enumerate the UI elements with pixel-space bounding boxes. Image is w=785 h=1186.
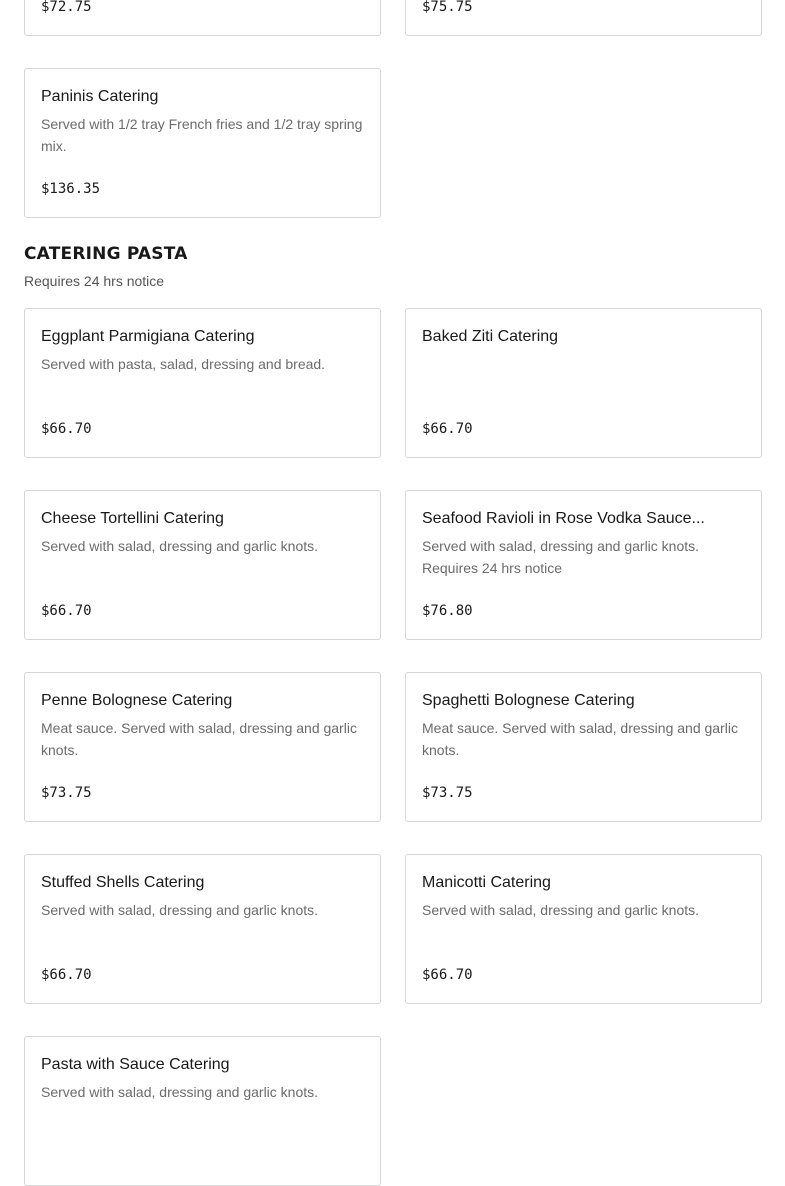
item-description: Served with pasta, salad, dressing and bread.: [41, 356, 326, 372]
item-description: Served with salad, dressing and garlic knots.: [41, 902, 319, 918]
item-description: Served with 1/2 tray French fries and 1/2 tray spring mix.: [41, 116, 363, 154]
menu-item-card[interactable]: [24, 0, 381, 36]
item-title: Stuffed Shells Catering: [41, 874, 205, 891]
item-description: Served with salad, dressing and garlic knots. Requires 24 hrs notice: [422, 538, 700, 576]
item-title: Cheese Tortellini Catering: [41, 510, 224, 527]
item-price: $75.75: [422, 0, 473, 15]
item-price: $136.35: [41, 181, 101, 197]
item-price: $66.70: [422, 421, 473, 437]
item-price: $66.70: [41, 603, 92, 619]
menu-item-card[interactable]: [24, 490, 381, 640]
item-description: Served with salad, dressing and garlic knots.: [422, 902, 700, 918]
item-description: Served with salad, dressing and garlic knots.: [41, 1084, 319, 1100]
item-price: $66.70: [41, 421, 92, 437]
item-title: Seafood Ravioli in Rose Vodka Sauce...: [422, 510, 705, 527]
item-price: $73.75: [422, 785, 473, 801]
item-description: Meat sauce. Served with salad, dressing and garlic knots.: [422, 720, 738, 758]
menu-item-card[interactable]: [24, 1036, 381, 1186]
menu-item-card[interactable]: [405, 490, 762, 640]
menu-item-card[interactable]: [24, 672, 381, 822]
section-note: Requires 24 hrs notice: [24, 273, 165, 289]
item-price: $72.75: [41, 0, 92, 15]
item-title: Pasta with Sauce Catering: [41, 1056, 230, 1073]
item-title: Manicotti Catering: [422, 874, 551, 891]
menu-item-card-paninis[interactable]: [24, 68, 381, 218]
menu-item-card[interactable]: [405, 854, 762, 1004]
item-title: Paninis Catering: [41, 88, 159, 105]
menu-item-card[interactable]: [24, 854, 381, 1004]
item-description: Meat sauce. Served with salad, dressing and garlic knots.: [41, 720, 357, 758]
menu-item-card[interactable]: [405, 672, 762, 822]
menu-item-card[interactable]: [405, 0, 762, 36]
item-price: $66.70: [422, 967, 473, 983]
item-title: Penne Bolognese Catering: [41, 692, 233, 709]
item-title: Eggplant Parmigiana Catering: [41, 328, 255, 345]
item-description: Served with salad, dressing and garlic knots.: [41, 538, 319, 554]
item-price: $73.75: [41, 785, 92, 801]
item-title: Spaghetti Bolognese Catering: [422, 692, 635, 709]
item-title: Baked Ziti Catering: [422, 328, 559, 345]
menu-item-card[interactable]: [24, 308, 381, 458]
section-title: CATERING PASTA: [24, 244, 188, 264]
item-price: $66.70: [41, 967, 92, 983]
menu-item-card[interactable]: [405, 308, 762, 458]
item-price: $76.80: [422, 603, 473, 619]
